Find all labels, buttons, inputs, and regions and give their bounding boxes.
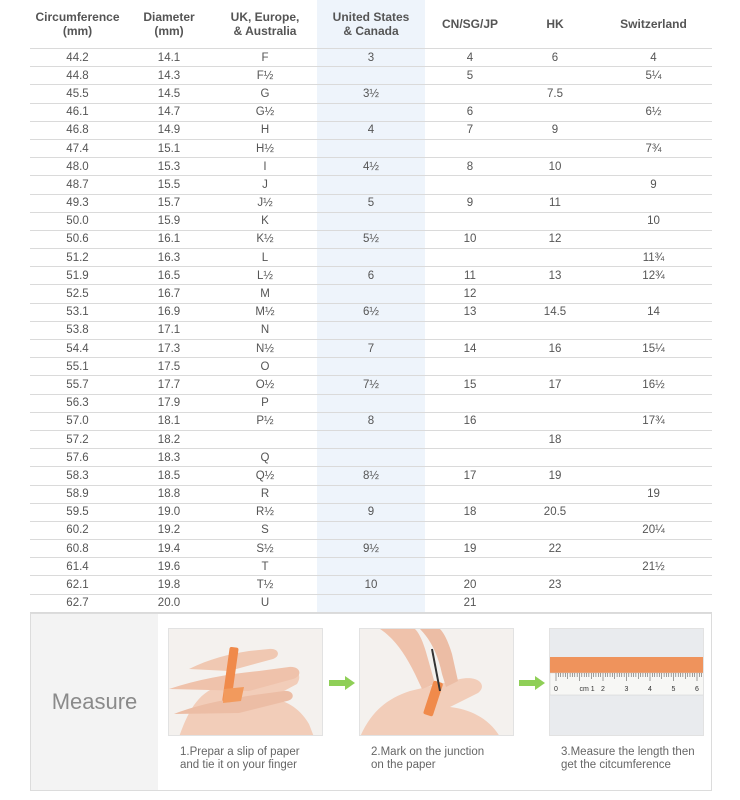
table-cell-circumference: 62.1 <box>30 576 125 594</box>
table-cell-diameter: 15.5 <box>125 176 213 194</box>
table-row <box>30 449 712 467</box>
table-row <box>30 303 712 321</box>
measure-step-3 <box>549 628 704 772</box>
table-cell-us-canada: 4½ <box>317 158 425 176</box>
table-cell-hk <box>515 67 595 85</box>
table-cell-circumference: 61.4 <box>30 558 125 576</box>
table-cell-circumference: 62.7 <box>30 594 125 612</box>
table-cell-diameter: 15.7 <box>125 194 213 212</box>
table-cell-hk: 19 <box>515 467 595 485</box>
ruler-label: 2 <box>601 686 605 693</box>
table-cell-cn-sg-jp: 4 <box>425 49 515 67</box>
table-cell-cn-sg-jp: 20 <box>425 576 515 594</box>
table-cell-hk: 6 <box>515 49 595 67</box>
ring-size-table-wrapper <box>30 0 712 631</box>
table-cell-cn-sg-jp: 12 <box>425 285 515 303</box>
table-cell-uk-europe-australia: S½ <box>213 540 317 558</box>
table-cell-us-canada <box>317 358 425 376</box>
table-cell-diameter: 18.3 <box>125 449 213 467</box>
table-cell-cn-sg-jp: 18 <box>425 503 515 521</box>
table-cell-circumference: 44.2 <box>30 49 125 67</box>
ruler-with-paper-strip-image <box>549 628 704 736</box>
table-cell-switzerland <box>595 285 712 303</box>
table-cell-hk: 22 <box>515 540 595 558</box>
table-cell-circumference: 57.6 <box>30 449 125 467</box>
table-cell-diameter: 18.8 <box>125 485 213 503</box>
table-row <box>30 558 712 576</box>
table-cell-diameter: 20.0 <box>125 594 213 612</box>
ruler-label: 6 <box>695 686 699 693</box>
table-cell-us-canada <box>317 394 425 412</box>
table-cell-diameter: 16.5 <box>125 267 213 285</box>
table-cell-diameter: 19.4 <box>125 540 213 558</box>
ruler-label: cm 1 <box>579 686 595 693</box>
table-cell-circumference: 46.8 <box>30 121 125 139</box>
table-cell-hk: 9 <box>515 121 595 139</box>
ruler-label: 5 <box>671 686 676 693</box>
table-cell-hk: 16 <box>515 340 595 358</box>
table-cell-circumference: 44.8 <box>30 67 125 85</box>
table-cell-cn-sg-jp: 21 <box>425 594 515 612</box>
measure-title: Measure <box>31 614 158 790</box>
table-cell-diameter: 18.5 <box>125 467 213 485</box>
table-cell-uk-europe-australia: H <box>213 121 317 139</box>
table-cell-uk-europe-australia: T½ <box>213 576 317 594</box>
table-cell-cn-sg-jp: 7 <box>425 121 515 139</box>
table-cell-hk <box>515 321 595 339</box>
table-cell-switzerland: 7¾ <box>595 139 712 157</box>
table-row <box>30 576 712 594</box>
table-cell-uk-europe-australia: J½ <box>213 194 317 212</box>
table-cell-circumference: 58.3 <box>30 467 125 485</box>
table-cell-diameter: 14.5 <box>125 85 213 103</box>
table-cell-diameter: 19.8 <box>125 576 213 594</box>
table-cell-circumference: 50.0 <box>30 212 125 230</box>
table-cell-diameter: 15.9 <box>125 212 213 230</box>
column-header-circumference: Circumference (mm) <box>35 10 120 38</box>
table-cell-switzerland <box>595 358 712 376</box>
table-cell-cn-sg-jp <box>425 430 515 448</box>
table-cell-uk-europe-australia: N½ <box>213 340 317 358</box>
table-cell-cn-sg-jp: 19 <box>425 540 515 558</box>
table-cell-circumference: 46.1 <box>30 103 125 121</box>
table-row <box>30 503 712 521</box>
hand-with-paper-strip-image <box>168 628 323 736</box>
table-cell-switzerland: 10 <box>595 212 712 230</box>
table-cell-hk <box>515 212 595 230</box>
table-cell-uk-europe-australia: F½ <box>213 67 317 85</box>
table-cell-uk-europe-australia: I <box>213 158 317 176</box>
table-cell-circumference: 59.5 <box>30 503 125 521</box>
table-cell-cn-sg-jp <box>425 358 515 376</box>
table-cell-diameter: 17.9 <box>125 394 213 412</box>
table-cell-uk-europe-australia: M <box>213 285 317 303</box>
table-row <box>30 394 712 412</box>
table-cell-uk-europe-australia <box>213 430 317 448</box>
measure-step-2-caption: 2.Mark on the junction on the paper <box>371 746 485 771</box>
table-cell-cn-sg-jp: 14 <box>425 340 515 358</box>
table-cell-circumference: 55.1 <box>30 358 125 376</box>
table-cell-cn-sg-jp: 15 <box>425 376 515 394</box>
table-cell-uk-europe-australia: T <box>213 558 317 576</box>
table-cell-switzerland: 11¾ <box>595 249 712 267</box>
table-row <box>30 412 712 430</box>
table-cell-hk: 14.5 <box>515 303 595 321</box>
table-cell-cn-sg-jp: 6 <box>425 103 515 121</box>
table-row <box>30 540 712 558</box>
table-cell-diameter: 17.3 <box>125 340 213 358</box>
table-cell-uk-europe-australia: F <box>213 49 317 67</box>
table-cell-switzerland <box>595 576 712 594</box>
table-header-row <box>30 0 712 49</box>
table-cell-switzerland: 21½ <box>595 558 712 576</box>
table-cell-circumference: 53.8 <box>30 321 125 339</box>
table-cell-us-canada: 3 <box>317 49 425 67</box>
table-row <box>30 249 712 267</box>
measure-step-1-caption: 1.Prepar a slip of paper and tie it on your finger <box>180 746 300 771</box>
table-cell-us-canada: 4 <box>317 121 425 139</box>
table-cell-diameter: 19.6 <box>125 558 213 576</box>
table-cell-switzerland: 12¾ <box>595 267 712 285</box>
table-row <box>30 376 712 394</box>
table-cell-hk <box>515 285 595 303</box>
table-cell-us-canada <box>317 558 425 576</box>
table-cell-diameter: 19.0 <box>125 503 213 521</box>
table-cell-hk <box>515 358 595 376</box>
table-cell-cn-sg-jp <box>425 176 515 194</box>
table-cell-cn-sg-jp <box>425 449 515 467</box>
table-cell-hk <box>515 449 595 467</box>
table-cell-hk: 11 <box>515 194 595 212</box>
table-cell-us-canada <box>317 449 425 467</box>
table-cell-switzerland: 20¼ <box>595 521 712 539</box>
table-row <box>30 212 712 230</box>
table-cell-uk-europe-australia: N <box>213 321 317 339</box>
table-cell-hk <box>515 521 595 539</box>
column-header-us-canada: United States & Canada <box>317 0 425 49</box>
table-cell-us-canada <box>317 249 425 267</box>
column-header-diameter: Diameter (mm) <box>143 10 195 38</box>
table-body <box>30 49 712 631</box>
table-cell-cn-sg-jp <box>425 212 515 230</box>
table-cell-hk <box>515 412 595 430</box>
table-cell-circumference: 51.9 <box>30 267 125 285</box>
table-cell-cn-sg-jp: 8 <box>425 158 515 176</box>
table-cell-hk <box>515 249 595 267</box>
table-cell-diameter: 14.3 <box>125 67 213 85</box>
table-cell-circumference: 55.7 <box>30 376 125 394</box>
table-cell-circumference: 58.9 <box>30 485 125 503</box>
table-cell-hk <box>515 103 595 121</box>
table-cell-hk: 10 <box>515 158 595 176</box>
table-row <box>30 230 712 248</box>
table-cell-us-canada <box>317 212 425 230</box>
table-cell-circumference: 54.4 <box>30 340 125 358</box>
table-cell-switzerland <box>595 594 712 612</box>
table-cell-us-canada: 8½ <box>317 467 425 485</box>
table-cell-cn-sg-jp <box>425 485 515 503</box>
table-cell-circumference: 49.3 <box>30 194 125 212</box>
table-cell-circumference: 57.0 <box>30 412 125 430</box>
table-cell-us-canada <box>317 594 425 612</box>
table-row <box>30 121 712 139</box>
column-header-switzerland: Switzerland <box>620 17 687 31</box>
table-cell-hk <box>515 176 595 194</box>
table-cell-hk: 7.5 <box>515 85 595 103</box>
table-cell-switzerland: 5¼ <box>595 67 712 85</box>
table-cell-hk: 20.5 <box>515 503 595 521</box>
table-cell-diameter: 15.1 <box>125 139 213 157</box>
table-cell-us-canada: 6½ <box>317 303 425 321</box>
measure-step-3-caption: 3.Measure the length then get the citcumference <box>561 746 695 771</box>
table-cell-circumference: 52.5 <box>30 285 125 303</box>
table-cell-cn-sg-jp <box>425 394 515 412</box>
table-cell-hk <box>515 139 595 157</box>
table-row <box>30 340 712 358</box>
table-cell-uk-europe-australia: O <box>213 358 317 376</box>
column-header-hk: HK <box>546 17 564 31</box>
table-cell-switzerland: 19 <box>595 485 712 503</box>
ruler-label: 4 <box>648 686 652 693</box>
table-cell-switzerland: 6½ <box>595 103 712 121</box>
table-cell-diameter: 19.2 <box>125 521 213 539</box>
table-cell-us-canada <box>317 521 425 539</box>
table-cell-diameter: 14.9 <box>125 121 213 139</box>
table-cell-switzerland <box>595 321 712 339</box>
table-cell-us-canada: 10 <box>317 576 425 594</box>
table-cell-hk: 13 <box>515 267 595 285</box>
table-cell-uk-europe-australia: O½ <box>213 376 317 394</box>
table-cell-circumference: 60.2 <box>30 521 125 539</box>
table-cell-hk <box>515 485 595 503</box>
table-row <box>30 467 712 485</box>
table-cell-cn-sg-jp <box>425 321 515 339</box>
table-cell-us-canada <box>317 485 425 503</box>
column-header-cn-sg-jp: CN/SG/JP <box>441 17 498 31</box>
table-cell-uk-europe-australia: G <box>213 85 317 103</box>
table-cell-us-canada <box>317 103 425 121</box>
table-cell-cn-sg-jp: 17 <box>425 467 515 485</box>
table-row <box>30 158 712 176</box>
table-cell-cn-sg-jp <box>425 85 515 103</box>
table-cell-uk-europe-australia: R½ <box>213 503 317 521</box>
table-cell-switzerland <box>595 449 712 467</box>
table-row <box>30 430 712 448</box>
ruler-label: 0 <box>554 686 558 693</box>
table-cell-circumference: 60.8 <box>30 540 125 558</box>
table-cell-us-canada <box>317 285 425 303</box>
table-cell-uk-europe-australia: Q <box>213 449 317 467</box>
table-cell-diameter: 15.3 <box>125 158 213 176</box>
table-cell-hk <box>515 594 595 612</box>
table-row <box>30 85 712 103</box>
measure-step-2 <box>359 628 514 772</box>
table-row <box>30 358 712 376</box>
table-cell-switzerland: 16½ <box>595 376 712 394</box>
table-cell-switzerland: 4 <box>595 49 712 67</box>
arrow-right-icon <box>519 676 545 690</box>
table-cell-switzerland <box>595 430 712 448</box>
table-row <box>30 321 712 339</box>
table-cell-us-canada <box>317 139 425 157</box>
table-cell-us-canada <box>317 430 425 448</box>
table-cell-hk: 18 <box>515 430 595 448</box>
table-row <box>30 285 712 303</box>
table-cell-switzerland <box>595 394 712 412</box>
table-cell-switzerland <box>595 503 712 521</box>
table-cell-us-canada: 7 <box>317 340 425 358</box>
table-cell-cn-sg-jp: 11 <box>425 267 515 285</box>
table-cell-circumference: 45.5 <box>30 85 125 103</box>
table-cell-cn-sg-jp <box>425 139 515 157</box>
table-cell-diameter: 14.1 <box>125 49 213 67</box>
table-cell-switzerland <box>595 230 712 248</box>
table-cell-switzerland <box>595 158 712 176</box>
measure-step-1 <box>168 628 323 772</box>
table-cell-uk-europe-australia: J <box>213 176 317 194</box>
ring-size-table <box>30 0 712 631</box>
table-cell-switzerland: 9 <box>595 176 712 194</box>
table-cell-diameter: 17.7 <box>125 376 213 394</box>
table-cell-cn-sg-jp: 16 <box>425 412 515 430</box>
table-cell-switzerland: 17¾ <box>595 412 712 430</box>
table-cell-cn-sg-jp <box>425 558 515 576</box>
table-row <box>30 267 712 285</box>
table-cell-uk-europe-australia: P½ <box>213 412 317 430</box>
table-cell-us-canada <box>317 67 425 85</box>
table-cell-uk-europe-australia: K <box>213 212 317 230</box>
table-cell-circumference: 57.2 <box>30 430 125 448</box>
table-cell-us-canada: 6 <box>317 267 425 285</box>
table-cell-circumference: 48.7 <box>30 176 125 194</box>
table-row <box>30 176 712 194</box>
table-cell-uk-europe-australia: M½ <box>213 303 317 321</box>
table-row <box>30 139 712 157</box>
table-cell-switzerland <box>595 467 712 485</box>
table-row <box>30 485 712 503</box>
table-cell-switzerland <box>595 540 712 558</box>
table-cell-diameter: 16.1 <box>125 230 213 248</box>
table-cell-cn-sg-jp: 5 <box>425 67 515 85</box>
table-cell-uk-europe-australia: H½ <box>213 139 317 157</box>
table-cell-uk-europe-australia: L <box>213 249 317 267</box>
arrow-right-icon <box>329 676 355 690</box>
table-cell-diameter: 17.5 <box>125 358 213 376</box>
table-cell-switzerland <box>595 85 712 103</box>
table-cell-diameter: 18.2 <box>125 430 213 448</box>
table-cell-circumference: 50.6 <box>30 230 125 248</box>
table-cell-diameter: 16.7 <box>125 285 213 303</box>
table-cell-us-canada <box>317 176 425 194</box>
table-cell-diameter: 17.1 <box>125 321 213 339</box>
table-cell-circumference: 56.3 <box>30 394 125 412</box>
table-cell-hk: 23 <box>515 576 595 594</box>
table-cell-us-canada: 5 <box>317 194 425 212</box>
table-cell-uk-europe-australia: Q½ <box>213 467 317 485</box>
table-row <box>30 594 712 612</box>
table-cell-us-canada: 8 <box>317 412 425 430</box>
table-cell-uk-europe-australia: L½ <box>213 267 317 285</box>
table-cell-us-canada: 9 <box>317 503 425 521</box>
table-cell-uk-europe-australia: P <box>213 394 317 412</box>
table-cell-switzerland <box>595 121 712 139</box>
table-cell-us-canada: 5½ <box>317 230 425 248</box>
table-cell-diameter: 14.7 <box>125 103 213 121</box>
table-cell-switzerland: 14 <box>595 303 712 321</box>
table-cell-us-canada: 7½ <box>317 376 425 394</box>
table-row <box>30 521 712 539</box>
table-cell-hk: 12 <box>515 230 595 248</box>
table-cell-circumference: 51.2 <box>30 249 125 267</box>
table-cell-diameter: 18.1 <box>125 412 213 430</box>
table-cell-circumference: 48.0 <box>30 158 125 176</box>
table-cell-cn-sg-jp: 9 <box>425 194 515 212</box>
table-cell-us-canada: 9½ <box>317 540 425 558</box>
table-cell-cn-sg-jp: 10 <box>425 230 515 248</box>
marking-paper-strip-image <box>359 628 514 736</box>
table-row <box>30 67 712 85</box>
table-cell-cn-sg-jp <box>425 249 515 267</box>
table-cell-us-canada <box>317 321 425 339</box>
table-row <box>30 49 712 67</box>
measure-panel <box>30 613 712 791</box>
table-cell-uk-europe-australia: K½ <box>213 230 317 248</box>
table-cell-hk <box>515 558 595 576</box>
table-cell-hk: 17 <box>515 376 595 394</box>
table-cell-cn-sg-jp <box>425 521 515 539</box>
table-cell-diameter: 16.3 <box>125 249 213 267</box>
table-cell-hk <box>515 394 595 412</box>
table-cell-circumference: 47.4 <box>30 139 125 157</box>
table-cell-switzerland <box>595 194 712 212</box>
table-cell-us-canada: 3½ <box>317 85 425 103</box>
table-cell-switzerland: 15¼ <box>595 340 712 358</box>
ruler-label: 3 <box>624 686 629 693</box>
table-row <box>30 194 712 212</box>
table-cell-uk-europe-australia: S <box>213 521 317 539</box>
table-cell-diameter: 16.9 <box>125 303 213 321</box>
table-cell-circumference: 53.1 <box>30 303 125 321</box>
table-cell-uk-europe-australia: U <box>213 594 317 612</box>
table-cell-uk-europe-australia: R <box>213 485 317 503</box>
table-row <box>30 103 712 121</box>
table-cell-uk-europe-australia: G½ <box>213 103 317 121</box>
table-cell-cn-sg-jp: 13 <box>425 303 515 321</box>
column-header-uk-europe-australia: UK, Europe, & Australia <box>230 10 300 38</box>
